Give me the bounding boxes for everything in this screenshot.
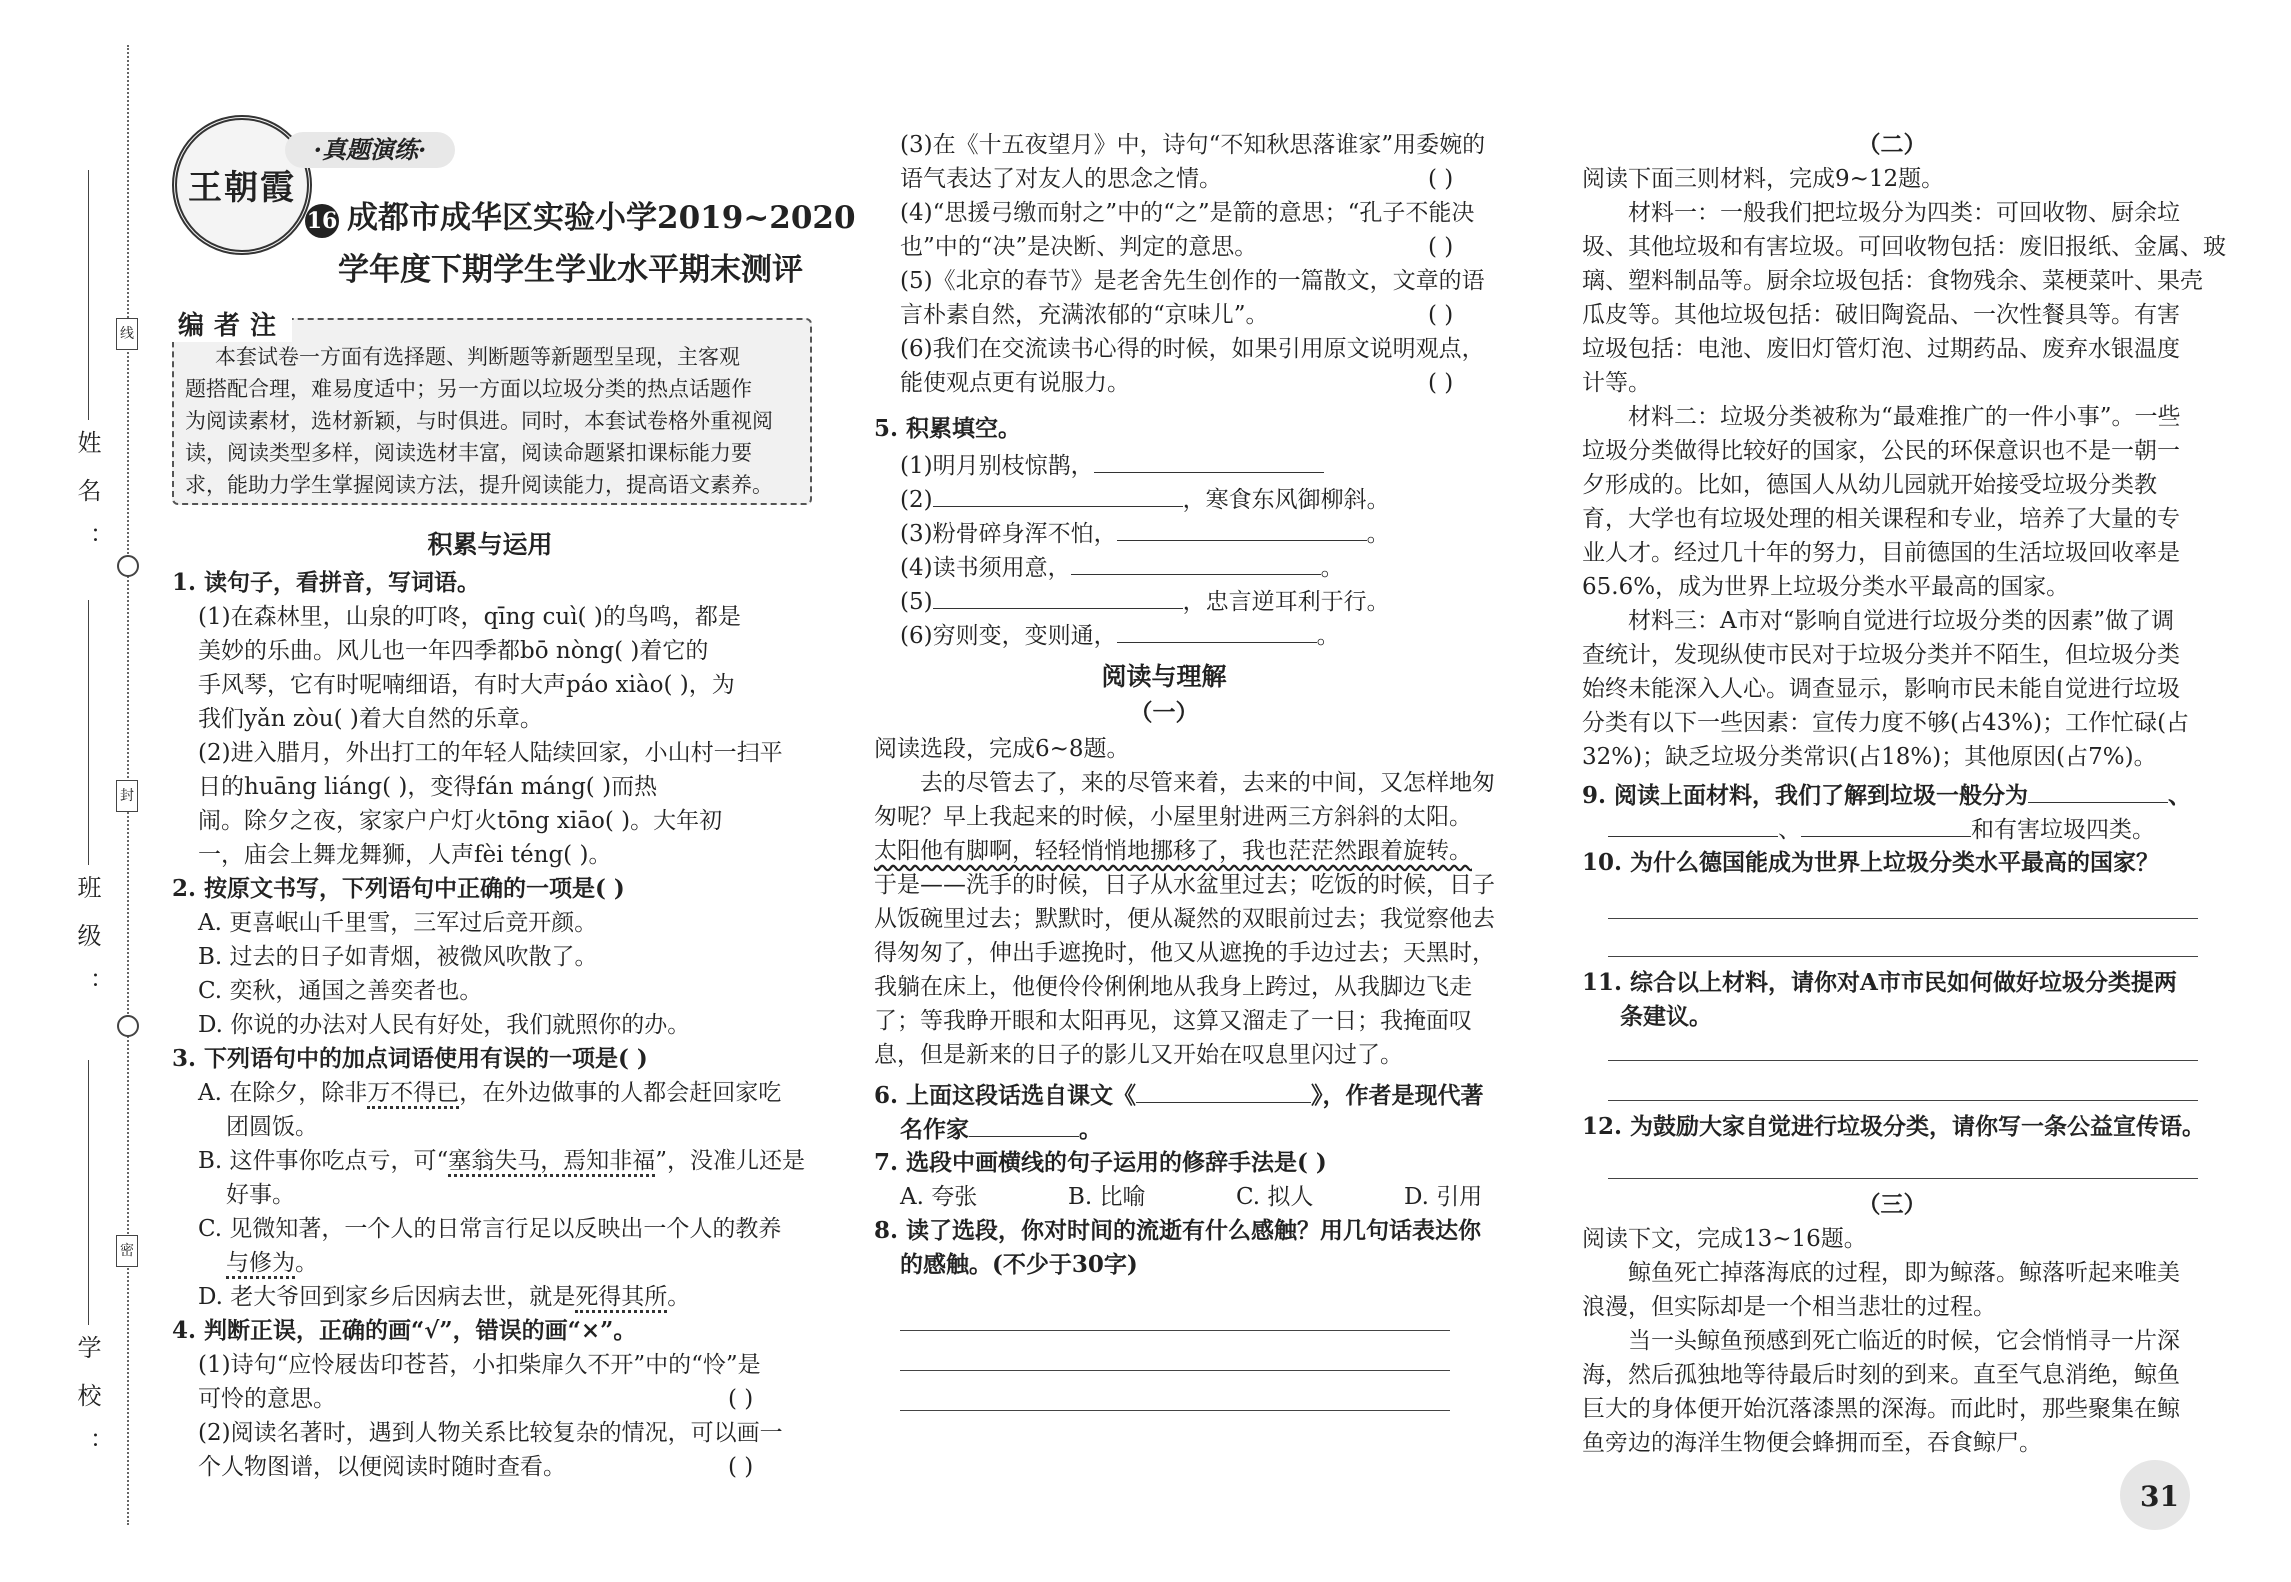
q7-option-b: B. 比喻 bbox=[1068, 1184, 1146, 1210]
q1-line: 我们yǎn zòu( )着大自然的乐章。 bbox=[198, 706, 543, 732]
material-line: 材料一：一般我们把垃圾分为四类：可回收物、厨余垃 bbox=[1628, 200, 2180, 226]
section-banner: ·真题演练· bbox=[285, 132, 455, 168]
q10-answer-line-1[interactable] bbox=[1608, 918, 2198, 919]
section-heading-accumulation: 积累与运用 bbox=[427, 530, 553, 559]
q8-answer-line-1[interactable] bbox=[900, 1330, 1450, 1331]
q10-stem: 10. 为什么德国能成为世界上垃圾分类水平最高的国家？ bbox=[1582, 849, 2160, 876]
editor-note-line: 题搭配合理，难易度适中；另一方面以垃圾分类的热点话题作 bbox=[185, 377, 752, 401]
passage-line-underlined: 太阳他有脚啊，轻轻悄悄地挪移了，我也茫茫然跟着旋转。 bbox=[874, 838, 1472, 864]
material-line: 育，大学也有垃圾处理的相关课程和专业，培养了大量的专 bbox=[1582, 506, 2180, 532]
q9-blank-2[interactable] bbox=[1608, 810, 1778, 837]
q7-option-d: D. 引用 bbox=[1404, 1184, 1483, 1210]
passage-line: 息，但是新来的日子的影儿又开始在叹息里闪过了。 bbox=[874, 1042, 1403, 1068]
q7-option-c: C. 拟人 bbox=[1236, 1184, 1314, 1210]
q5-item-4: (4)读书须用意， 。 bbox=[900, 548, 1344, 585]
q5-stem: 5. 积累填空。 bbox=[874, 415, 1022, 442]
brand-name: 王朝霞 bbox=[188, 168, 296, 208]
reading-1-intro: 阅读选段，完成6~8题。 bbox=[874, 736, 1130, 762]
material-line: 65.6%，成为世界上垃圾分类水平最高的国家。 bbox=[1582, 574, 2070, 600]
q9-stem: 9. 阅读上面材料，我们了解到垃圾一般分为 、 bbox=[1582, 776, 2191, 813]
passage-line: 当一头鲸鱼预感到死亡临近的时候，它会悄悄寻一片深 bbox=[1628, 1328, 2180, 1354]
material-line: 材料二：垃圾分类被称为“最难推广的一件小事”。一些 bbox=[1628, 404, 2181, 430]
passage-line: 浪漫，但实际却是一个相当悲壮的过程。 bbox=[1582, 1294, 1996, 1320]
q5-blank-4[interactable] bbox=[1071, 548, 1321, 575]
q9-blank-1[interactable] bbox=[2028, 776, 2168, 803]
q5-blank-1[interactable] bbox=[1094, 446, 1324, 473]
q4-answer-3[interactable]: ( ) bbox=[1428, 166, 1454, 192]
school-field[interactable] bbox=[88, 1060, 89, 1325]
exam-title-line2: 学年度下期学生学业水平期末测评 bbox=[338, 252, 803, 288]
material-line: 圾、其他垃圾和有害垃圾。可回收物包括：废旧报纸、金属、玻 bbox=[1582, 234, 2226, 260]
q1-line: (1)在森林里，山泉的叮咚，qīng cuì( )的鸟鸣，都是 bbox=[198, 604, 741, 630]
name-field[interactable] bbox=[88, 170, 89, 420]
binding-hole-2 bbox=[117, 1015, 139, 1037]
school-label: 学校： bbox=[73, 1335, 101, 1479]
reading-part-3: （三） bbox=[1857, 1191, 1927, 1218]
q4-line: (5)《北京的春节》是老舍先生创作的一篇散文，文章的语 bbox=[900, 268, 1485, 294]
q8-stem-cont: 的感触。(不少于30字) bbox=[900, 1251, 1138, 1278]
q4-answer-6[interactable]: ( ) bbox=[1428, 370, 1454, 396]
q1-line: (2)进入腊月，外出打工的年轻人陆续回家，小山村一扫平 bbox=[198, 740, 783, 766]
q5-blank-3[interactable] bbox=[1117, 514, 1367, 541]
reading-2-intro: 阅读下面三则材料，完成9~12题。 bbox=[1582, 166, 1945, 192]
passage-line: 海，然后孤独地等待最后时刻的到来。直至气息消绝，鲸鱼 bbox=[1582, 1362, 2180, 1388]
q3-option-d: D. 老大爷回到家乡后因病去世，就是死得其所。 bbox=[198, 1280, 690, 1314]
q4-line: (4)“思援弓缴而射之”中的“之”是箭的意思；“孔子不能决 bbox=[900, 200, 1475, 226]
q8-answer-line-2[interactable] bbox=[900, 1370, 1450, 1371]
material-line: 32%)；缺乏垃圾分类常识(占18%)；其他原因(占7%)。 bbox=[1582, 744, 2157, 770]
q3-option-c-cont: 与修为。 bbox=[226, 1246, 318, 1280]
passage-line: 去的尽管去了，来的尽管来着，去来的中间，又怎样地匆 bbox=[920, 770, 1495, 796]
q7-stem: 7. 选段中画横线的句子运用的修辞手法是( ) bbox=[874, 1149, 1327, 1176]
q4-line: 可怜的意思。 bbox=[198, 1386, 336, 1412]
q1-line: 美妙的乐曲。风儿也一年四季都bō nòng( )着它的 bbox=[198, 638, 709, 664]
q4-line: (1)诗句“应怜屐齿印苍苔，小扣柴扉久不开”中的“怜”是 bbox=[198, 1352, 761, 1378]
q9-blank-3[interactable] bbox=[1801, 810, 1971, 837]
passage-line: 鲸鱼死亡掉落海底的过程，即为鲸落。鲸落听起来唯美 bbox=[1628, 1260, 2180, 1286]
passage-line: 得匆匆了，伸出手遮挽时，他又从遮挽的手边过去；天黑时， bbox=[874, 940, 1495, 966]
passage-line: 于是——洗手的时候，日子从水盆里过去；吃饭的时候，日子 bbox=[874, 872, 1495, 898]
q9-stem-cont: 、 和有害垃圾四类。 bbox=[1608, 810, 2155, 847]
q4-answer-1[interactable]: ( ) bbox=[728, 1386, 754, 1412]
q8-stem: 8. 读了选段，你对时间的流逝有什么感触？用几句话表达你 bbox=[874, 1217, 1482, 1244]
q2-option-b: B. 过去的日子如青烟，被微风吹散了。 bbox=[198, 944, 598, 970]
material-line: 查统计，发现纵使市民对于垃圾分类并不陌生，但垃圾分类 bbox=[1582, 642, 2180, 668]
material-line: 瓜皮等。其他垃圾包括：破旧陶瓷品、一次性餐具等。有害 bbox=[1582, 302, 2180, 328]
seal-feng: 封 bbox=[116, 780, 138, 812]
q4-line: 也”中的“决”是决断、判定的意思。 bbox=[900, 234, 1258, 260]
q11-stem-cont: 条建议。 bbox=[1620, 1003, 1712, 1030]
material-line: 璃、塑料制品等。厨余垃圾包括：食物残余、菜梗菜叶、果壳 bbox=[1582, 268, 2203, 294]
q1-line: 闹。除夕之夜，家家户户灯火tōng xiāo( )。大年初 bbox=[198, 808, 723, 834]
seal-mi: 密 bbox=[116, 1235, 138, 1267]
editor-note-line: 求，能助力学生掌握阅读方法，提升阅读能力，提高语文素养。 bbox=[185, 473, 773, 497]
q4-line: 言朴素自然，充满浓郁的“京味儿”。 bbox=[900, 302, 1269, 328]
passage-line: 了；等我睁开眼和太阳再见，这算又溜走了一日；我掩面叹 bbox=[874, 1008, 1472, 1034]
q2-option-a: A. 更喜岷山千里雪，三军过后竞开颜。 bbox=[198, 910, 598, 936]
reading-part-1: （一） bbox=[1129, 699, 1199, 726]
q5-item-2: (2) ，寒食东风御柳斜。 bbox=[900, 480, 1390, 517]
q5-blank-2[interactable] bbox=[933, 480, 1183, 507]
name-label: 姓名： bbox=[73, 430, 101, 574]
passage-line: 匆呢？早上我起来的时候，小屋里射进两三方斜斜的太阳。 bbox=[874, 804, 1472, 830]
material-line: 材料三：A市对“影响自觉进行垃圾分类的因素”做了调 bbox=[1628, 608, 2175, 634]
q12-answer-line[interactable] bbox=[1608, 1178, 2198, 1179]
material-line: 垃圾分类做得比较好的国家，公民的环保意识也不是一朝一 bbox=[1582, 438, 2180, 464]
q4-stem: 4. 判断正误，正确的画“√”，错误的画“×”。 bbox=[172, 1317, 637, 1344]
q1-line: 日的huāng liáng( )，变得fán máng( )而热 bbox=[198, 774, 658, 800]
q3-option-b: B. 这件事你吃点亏，可“塞翁失马，焉知非福”，没准儿还是 bbox=[198, 1144, 805, 1178]
passage-line: 我躺在床上，他便伶伶俐俐地从我身上跨过，从我脚边飞走 bbox=[874, 974, 1472, 1000]
q8-answer-line-3[interactable] bbox=[900, 1410, 1450, 1411]
q2-option-d: D. 你说的办法对人民有好处，我们就照你的办。 bbox=[198, 1012, 691, 1038]
editor-note-line: 为阅读素材，选材新颖，与时俱进。同时，本套试卷格外重视阅 bbox=[185, 409, 773, 433]
q11-answer-line-2[interactable] bbox=[1608, 1100, 2198, 1101]
q5-item-6: (6)穷则变，变则通， 。 bbox=[900, 616, 1340, 653]
q6-blank-author[interactable] bbox=[969, 1110, 1079, 1137]
q3-stem: 3. 下列语句中的加点词语使用有误的一项是( ) bbox=[172, 1045, 648, 1072]
q4-line: 能使观点更有说服力。 bbox=[900, 370, 1130, 396]
q4-answer-2[interactable]: ( ) bbox=[728, 1454, 754, 1480]
q4-answer-5[interactable]: ( ) bbox=[1428, 302, 1454, 328]
passage-line: 巨大的身体便开始沉落漆黑的深海。而此时，那些聚集在鲸 bbox=[1582, 1396, 2180, 1422]
exam-number-badge: 16 bbox=[305, 204, 339, 238]
material-line: 业人才。经过几十年的努力，目前德国的生活垃圾回收率是 bbox=[1582, 540, 2180, 566]
q4-answer-4[interactable]: ( ) bbox=[1428, 234, 1454, 260]
binding-hole-1 bbox=[117, 555, 139, 577]
q4-line: (2)阅读名著时，遇到人物关系比较复杂的情况，可以画一 bbox=[198, 1420, 783, 1446]
exam-title-line1: 16 成都市成华区实验小学2019~2020 bbox=[306, 200, 856, 236]
q5-item-5: (5) ，忠言逆耳利于行。 bbox=[900, 582, 1390, 619]
material-line: 垃圾包括：电池、废旧灯管灯泡、过期药品、废弃水银温度 bbox=[1582, 336, 2180, 362]
q6-stem-cont: 名作家 。 bbox=[900, 1110, 1102, 1147]
editor-note-line: 本套试卷一方面有选择题、判断题等新题型呈现，主客观 bbox=[215, 345, 740, 369]
q5-item-3: (3)粉骨碎身浑不怕， 。 bbox=[900, 514, 1390, 551]
q2-stem: 2. 按原文书写，下列语句中正确的一项是( ) bbox=[172, 875, 625, 902]
q5-blank-6[interactable] bbox=[1117, 616, 1317, 643]
q4-line: (6)我们在交流读书心得的时候，如果引用原文说明观点， bbox=[900, 336, 1485, 362]
q2-option-c: C. 奕秋，通国之善奕者也。 bbox=[198, 978, 483, 1004]
passage-line: 从饭碗里过去；默默时，便从凝然的双眼前过去；我觉察他去 bbox=[874, 906, 1495, 932]
q3-option-a: A. 在除夕，除非万不得已，在外边做事的人都会赶回家吃 bbox=[198, 1076, 781, 1110]
editor-note-title: 编者注 bbox=[172, 305, 292, 342]
q4-line: (3)在《十五夜望月》中，诗句“不知秋思落谁家”用委婉的 bbox=[900, 132, 1486, 158]
q4-line: 个人物图谱，以便阅读时随时查看。 bbox=[198, 1454, 566, 1480]
q1-stem: 1. 读句子，看拼音，写词语。 bbox=[172, 569, 481, 596]
q4-line: 语气表达了对友人的思念之情。 bbox=[900, 166, 1222, 192]
q5-blank-5[interactable] bbox=[933, 582, 1183, 609]
q12-stem: 12. 为鼓励大家自觉进行垃圾分类，请你写一条公益宣传语。 bbox=[1582, 1113, 2206, 1140]
q10-answer-line-2[interactable] bbox=[1608, 956, 2198, 957]
section-heading-reading: 阅读与理解 bbox=[1101, 662, 1227, 691]
q3-option-c: C. 见微知著，一个人的日常言行足以反映出一个人的教养 bbox=[198, 1216, 782, 1242]
material-line: 夕形成的。比如，德国人从幼儿园就开始接受垃圾分类教 bbox=[1582, 472, 2157, 498]
q5-item-1: (1)明月别枝惊鹊， bbox=[900, 446, 1324, 483]
material-line: 始终未能深入人心。调查显示，影响市民未能自觉进行垃圾 bbox=[1582, 676, 2180, 702]
q1-line: 一，庙会上舞龙舞狮，人声fèi téng( )。 bbox=[198, 842, 612, 868]
q6-stem: 6. 上面这段话选自课文《 》，作者是现代著 bbox=[874, 1076, 1484, 1113]
seal-xian: 线 bbox=[116, 318, 138, 350]
passage-line: 鱼旁边的海洋生物便会蜂拥而至，吞食鲸尸。 bbox=[1582, 1430, 2042, 1456]
q1-line: 手风琴，它有时呢喃细语，有时大声páo xiào( )，为 bbox=[198, 672, 735, 698]
class-label: 班级： bbox=[73, 875, 101, 1019]
page-number: 31 bbox=[2140, 1480, 2179, 1513]
q11-stem: 11. 综合以上材料，请你对A市市民如何做好垃圾分类提两 bbox=[1582, 969, 2177, 996]
editor-note-line: 读，阅读类型多样，阅读选材丰富，阅读命题紧扣课标能力要 bbox=[185, 441, 752, 465]
q7-option-a: A. 夸张 bbox=[900, 1184, 978, 1210]
reading-3-intro: 阅读下文，完成13~16题。 bbox=[1582, 1226, 1867, 1252]
q11-answer-line-1[interactable] bbox=[1608, 1060, 2198, 1061]
q6-blank-title[interactable] bbox=[1136, 1076, 1311, 1103]
material-line: 分类有以下一些因素：宣传力度不够(占43%)；工作忙碌(占 bbox=[1582, 710, 2190, 736]
class-field[interactable] bbox=[88, 600, 89, 865]
q3-option-a-cont: 团圆饭。 bbox=[226, 1114, 318, 1140]
material-line: 计等。 bbox=[1582, 370, 1651, 396]
reading-part-2: （二） bbox=[1857, 131, 1927, 158]
q3-option-b-cont: 好事。 bbox=[226, 1182, 295, 1208]
